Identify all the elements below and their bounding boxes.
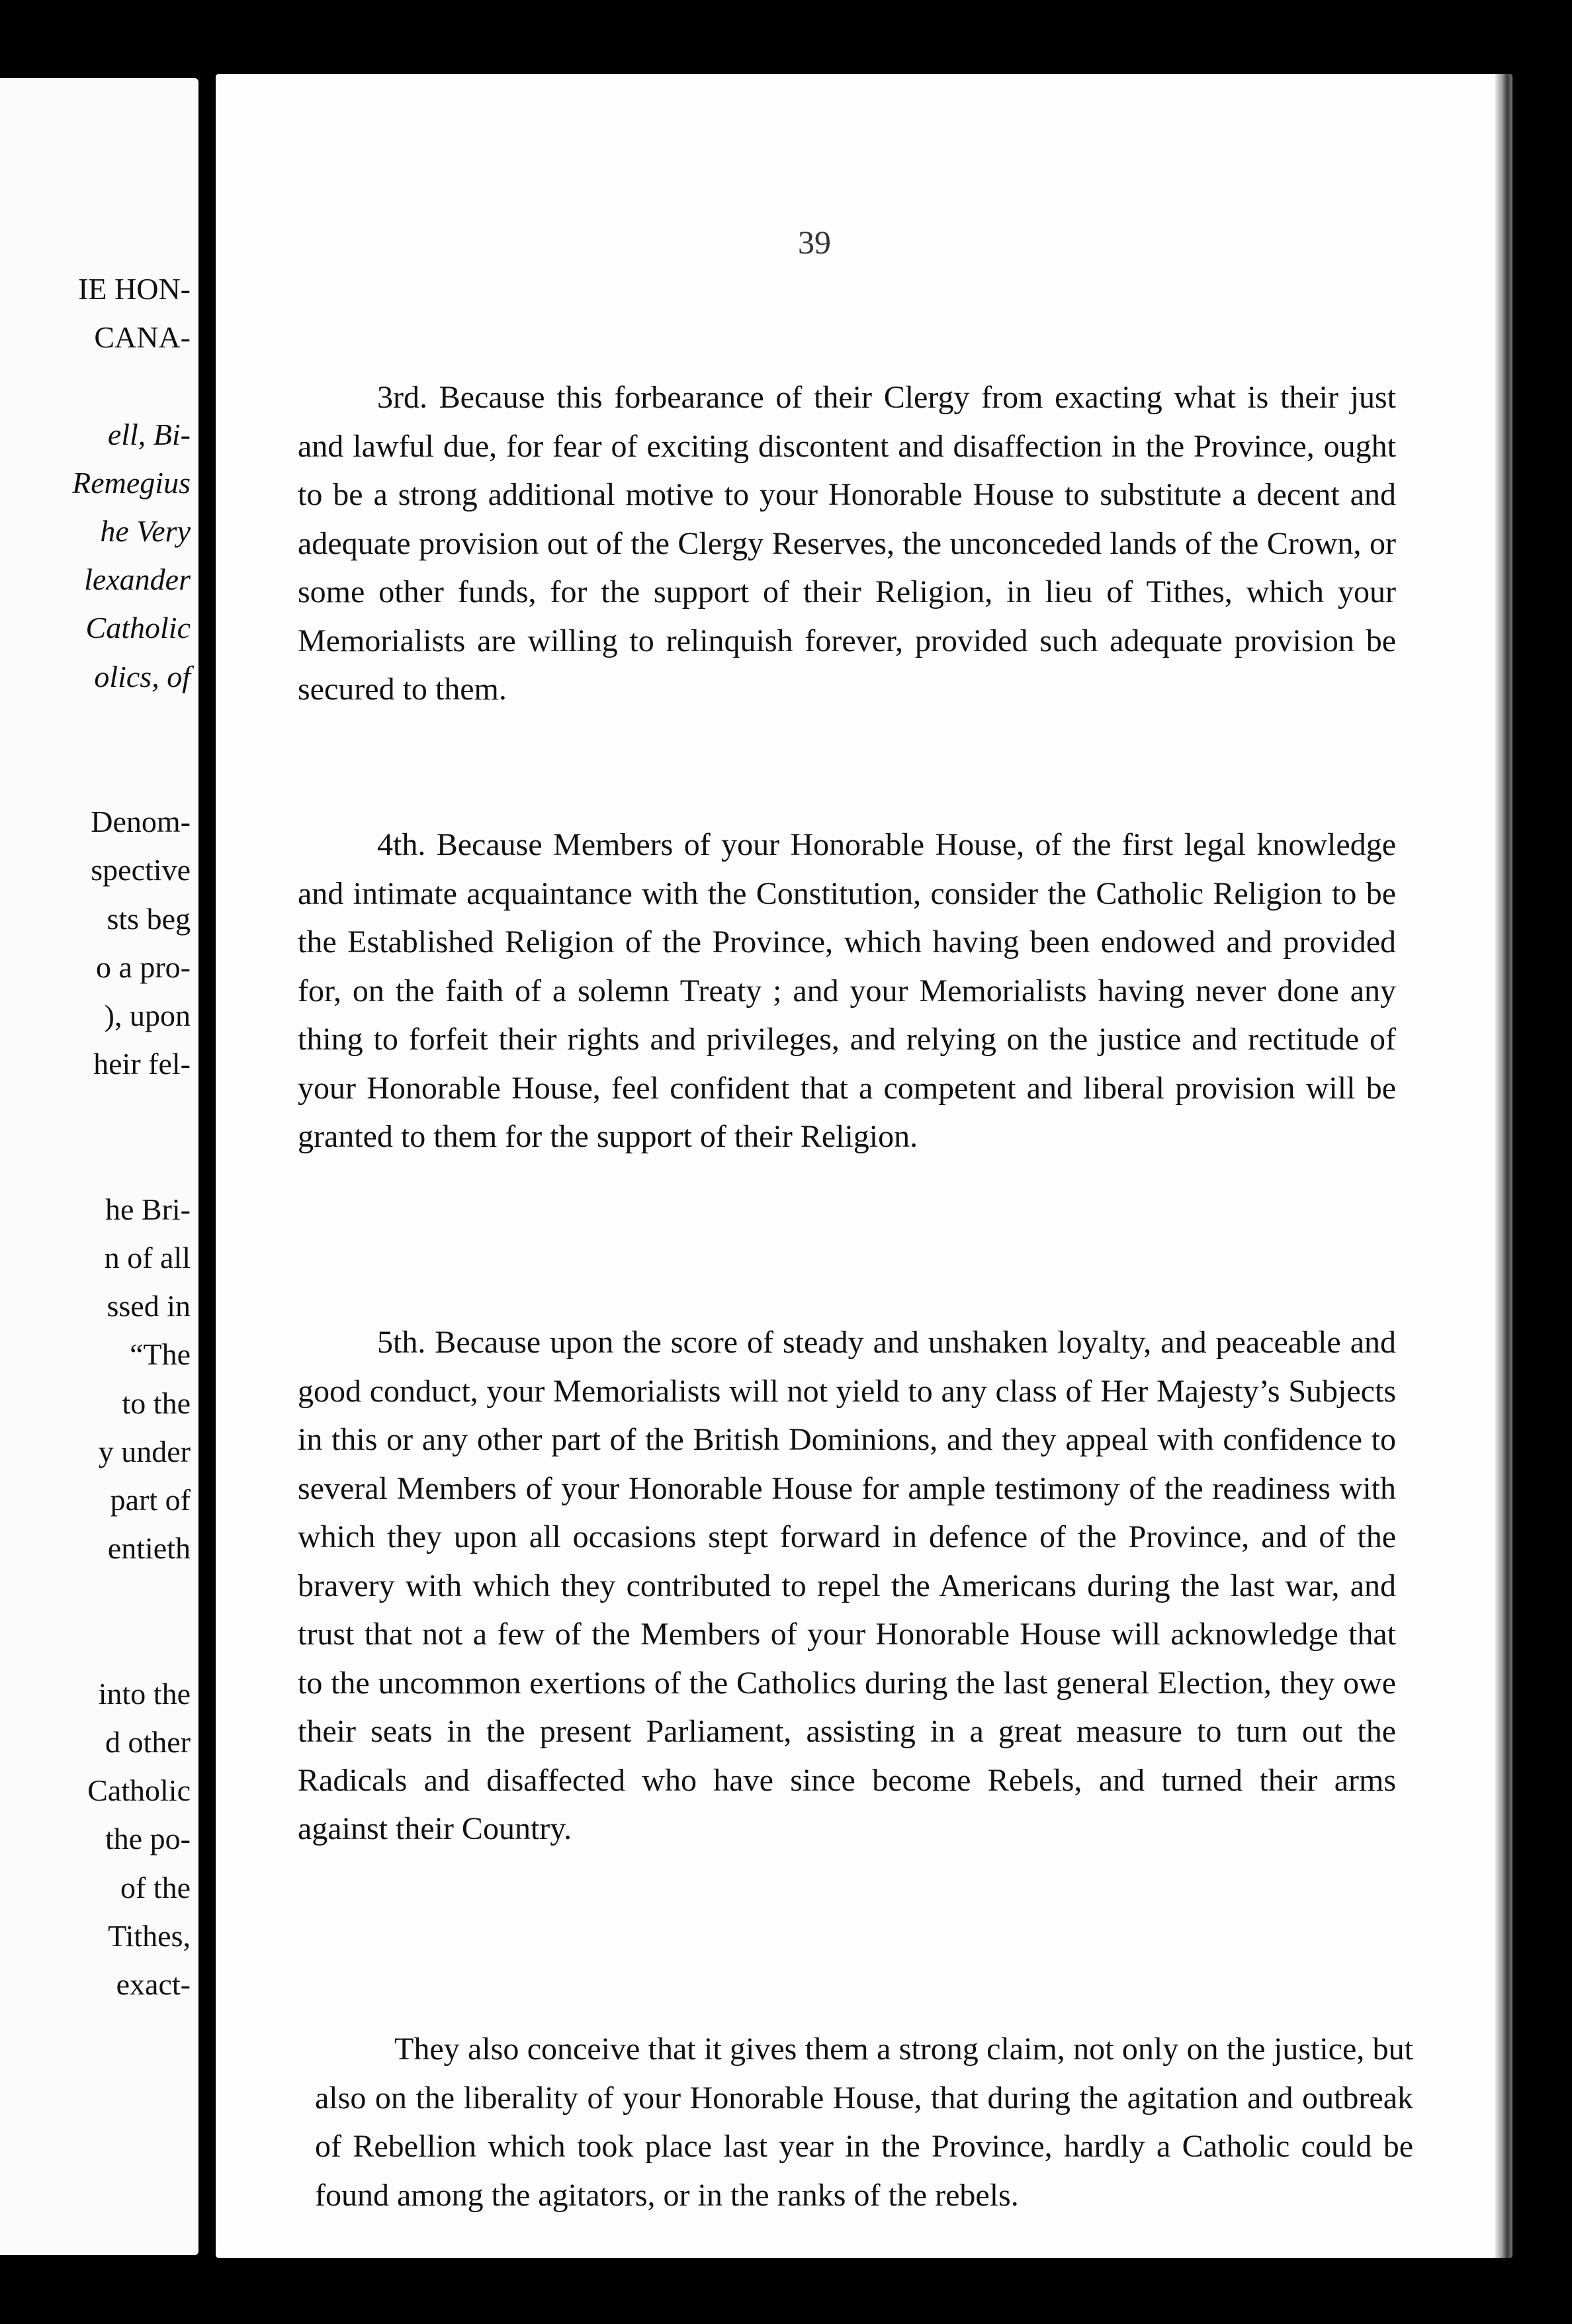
left-page-line: part of (110, 1483, 191, 1517)
left-page-line: ssed in (107, 1289, 191, 1323)
left-page-line: to the (122, 1386, 191, 1420)
left-page-line: “The (130, 1337, 191, 1372)
left-page-line: into the (98, 1676, 191, 1711)
page-edge-shadow (1495, 74, 1512, 2258)
left-page-line: Remegius (72, 465, 191, 500)
left-page-line: ell, Bi- (107, 417, 191, 451)
left-page-line: heir fel- (93, 1047, 191, 1081)
left-page-line: IE HON- (78, 272, 191, 306)
left-page-line: entieth (107, 1531, 191, 1566)
left-page-line: y under (98, 1434, 191, 1468)
paragraph-closing: They also conceive that it gives them a strong claim, not only on the justice, but also on the liberality of your Honorable House, that during the agitation and outbreak of Rebellion which took place last year in the Province, hardly a Catholic could be found among the agitators, or in the ranks of the rebels. (315, 2032, 1413, 2213)
right-page (216, 74, 1512, 2258)
left-page-line: n of all (104, 1241, 191, 1274)
left-page-line: Tithes, (108, 1918, 191, 1953)
paragraph-4th: 4th. Because Members of your Honorable House, of the first legal knowledge and intimate acquaintance with the Constitution, consider the Catholic Religion to be the Established Religion of the Province, which having been endowed and provided for, on the faith of a solemn Treaty ; and your Memorialists having never done any thing to forfeit their rights and privileges, and relying on the justice and rectitude of your Honorable House, feel confident that a competent and liberal provision will be granted to them for the support of their Religion. (298, 827, 1396, 1154)
left-page-line: Catholic (87, 1773, 191, 1808)
left-page-line: sts beg (107, 901, 191, 936)
left-page-line: lexander (84, 562, 191, 597)
page-number: 39 (798, 224, 831, 261)
left-page-line: Catholic (85, 611, 191, 645)
left-page-line: Denom- (91, 805, 191, 839)
left-page-fragment (0, 78, 198, 2255)
left-page-line: of the (120, 1870, 191, 1904)
left-page-line: d other (105, 1725, 191, 1759)
left-page-line: spective (91, 853, 191, 887)
left-page-line: the po- (105, 1822, 191, 1856)
paragraph-5th: 5th. Because upon the score of steady and unshaken loyalty, and peaceable and good conduct, your Memorialists will not yield to any class of Her Majesty’s Subjects in this or any other part of the British Dominions, and they appeal with confidence to several Members of your Honorable House for ample testimony of the readiness with which they upon all occasions stept forward in defence of the Province, and of the bravery with which they contributed to repel the Americans during the last war, and trust that not a few of the Members of your Honorable House will acknowledge that to the uncommon exertions of the Catholics during the last general Election, they owe their seats in the present Parliament, assisting in a great measure to turn out the Radicals and disaffected who have since become Rebels, and turned their arms against their Country. (298, 1325, 1396, 1846)
left-page-line: he Very (100, 514, 191, 548)
left-page-line: he Bri- (105, 1192, 191, 1226)
left-page-line: olics, of (94, 659, 191, 693)
left-page-line: o a pro- (95, 950, 191, 984)
left-page-line: ), upon (104, 999, 191, 1032)
paragraph-3rd: 3rd. Because this forbearance of their Clergy from exacting what is their just and lawful due, for fear of exciting discontent and disaffection in the Province, ought to be a strong additional motive to your Honorable House to substitute a decent and adequate provision out of the Clergy Reserves, the unconceded lands of the Crown, or some other funds, for the support of their Religion, in lieu of Tithes, which your Memorialists are willing to relinquish forever, provided such adequate provision be secured to them. (298, 380, 1396, 707)
left-page-line: CANA- (94, 320, 191, 355)
left-page-line: exact- (116, 1967, 191, 2001)
